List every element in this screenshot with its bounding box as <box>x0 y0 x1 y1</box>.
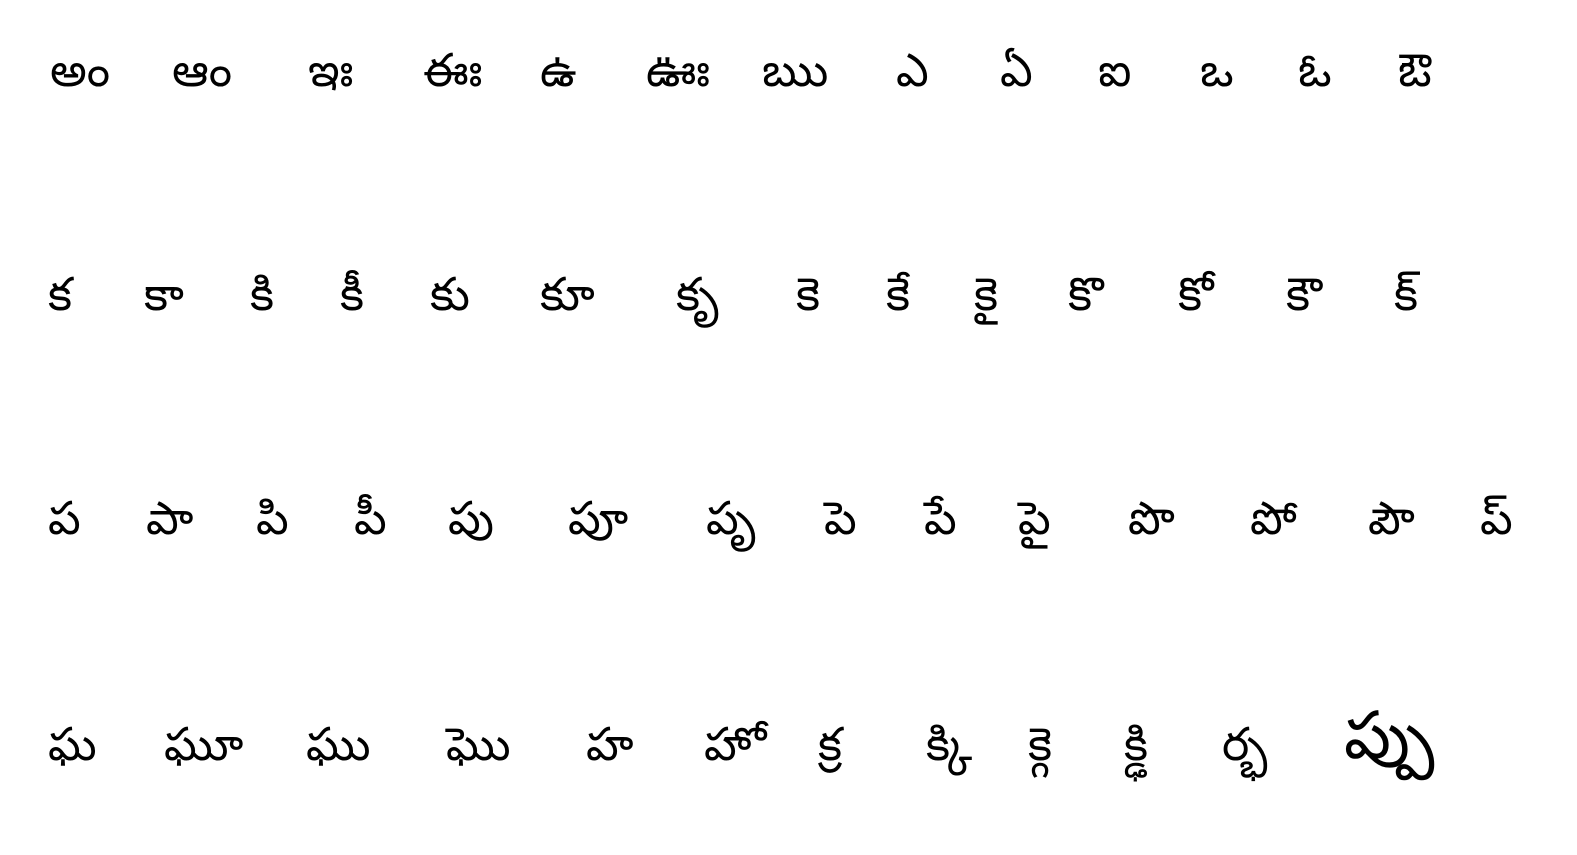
glyph: కో <box>1178 267 1214 321</box>
glyph: ఇః <box>308 43 354 97</box>
glyph: క్కి <box>926 717 973 771</box>
glyph: పె <box>824 491 857 545</box>
glyph: పా <box>146 491 194 545</box>
glyph: హో <box>704 717 767 771</box>
glyph: ఔ <box>1398 43 1432 97</box>
glyph: పో <box>1250 491 1297 545</box>
ka-series-row <box>0 246 1577 366</box>
vowel-row <box>0 22 1577 142</box>
conjuncts-row <box>0 696 1577 816</box>
glyph: క్గె <box>1028 717 1053 771</box>
glyph: అం <box>50 43 111 97</box>
glyph: కృ <box>676 267 719 321</box>
glyph: పృ <box>706 491 756 545</box>
glyph: క్ఢి <box>1124 717 1149 771</box>
glyph: కే <box>886 267 911 321</box>
glyph: కీ <box>340 267 365 321</box>
glyph: క్ర <box>818 717 843 771</box>
glyph: ఐ <box>1098 43 1132 97</box>
glyph: కౌ <box>1286 267 1322 321</box>
glyph-large: ప్పు <box>1344 697 1435 774</box>
glyph: కూ <box>540 267 595 321</box>
pa-series-row <box>0 470 1577 590</box>
glyph: హ <box>586 717 634 771</box>
glyph: ఏ <box>1000 43 1033 97</box>
glyph: పీ <box>354 491 387 545</box>
glyph: ఋ <box>762 43 829 97</box>
glyph: క <box>48 267 73 321</box>
glyph: ఓ <box>1298 43 1332 97</box>
glyph: ప <box>48 491 81 545</box>
glyph: ఘు <box>306 717 371 771</box>
glyph: కై <box>974 267 999 321</box>
glyph: ఊః <box>646 43 710 97</box>
glyph: ఒ <box>1200 43 1234 97</box>
glyph: క్ <box>1394 267 1419 321</box>
glyph: పి <box>256 491 289 545</box>
glyph: కు <box>430 267 470 321</box>
glyph: పై <box>1018 491 1051 545</box>
glyph: పొ <box>1128 491 1175 545</box>
glyph: ర్భ <box>1222 717 1268 771</box>
glyph: పే <box>924 491 957 545</box>
glyph: ఘొ <box>446 717 511 771</box>
glyph: కొ <box>1068 267 1104 321</box>
glyph: పూ <box>568 491 629 545</box>
glyph: ఆం <box>172 43 233 97</box>
glyph: పు <box>448 491 494 545</box>
glyph: ఈః <box>423 43 483 97</box>
glyph: ఘూ <box>164 717 244 771</box>
glyph: కి <box>250 267 275 321</box>
glyph: ఉ <box>540 43 577 97</box>
glyph: ప్ <box>1480 491 1513 545</box>
glyph: ఎ <box>896 43 929 97</box>
glyph: ఘ <box>48 717 97 771</box>
glyph: కె <box>796 267 821 321</box>
glyph: కా <box>144 267 184 321</box>
glyph: పౌ <box>1368 491 1415 545</box>
